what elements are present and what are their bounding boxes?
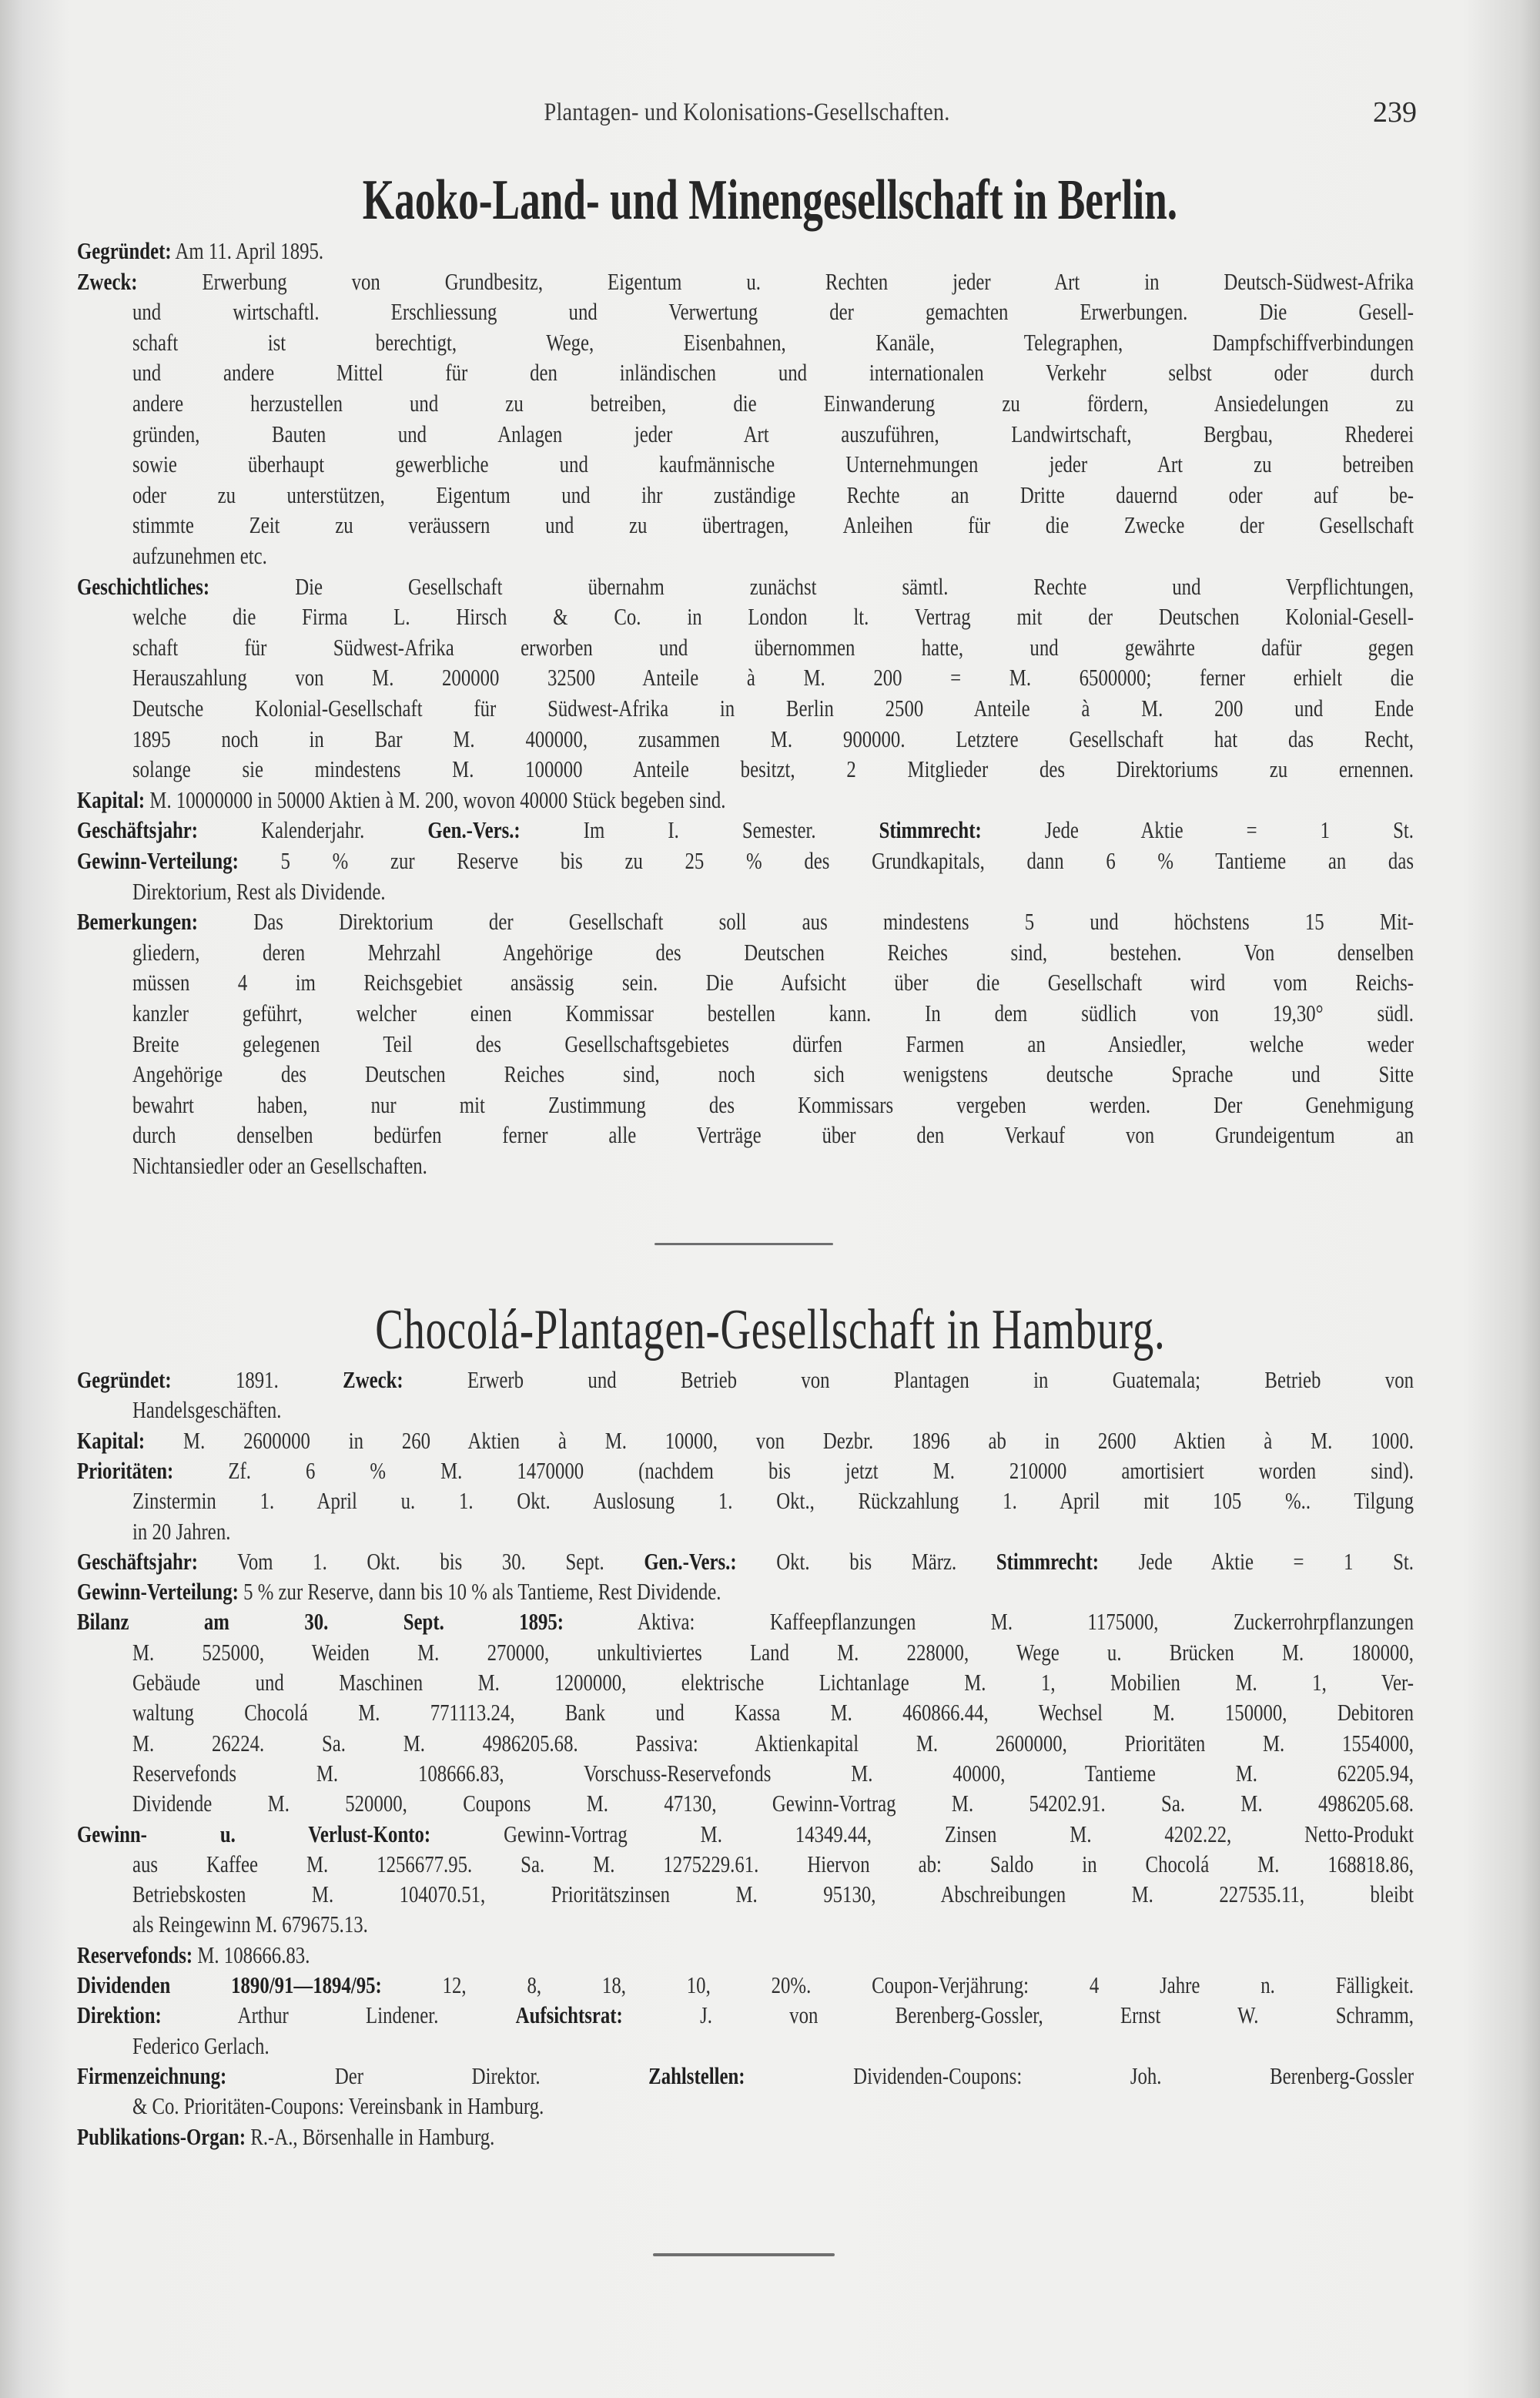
- field-value: aufzunehmen etc.: [132, 542, 267, 569]
- text-line: [132, 1909, 1414, 1940]
- field-value: Herauszahlung von M. 200000 32500 Anteile à M. 200 = M. 6500000; ferner erhielt die: [132, 664, 1414, 692]
- field-value: Dividende M. 520000, Coupons M. 47130, Gewinn-Vortrag M. 54202.91. Sa. M. 4986205.68.: [132, 1790, 1414, 1817]
- field-value: andere herzustellen und zu betreiben, die Einwanderung zu fördern, Ansiedelungen zu: [132, 390, 1414, 417]
- text-line: [77, 2061, 1414, 2092]
- field-value: Im I. Semester.: [520, 816, 879, 844]
- field-value: Die Gesellschaft übernahm zunächst sämtl. Rechte und Verpflichtungen,: [209, 572, 1414, 600]
- field-value: Am 11. April 1895.: [171, 237, 324, 264]
- text-line: [77, 266, 1414, 297]
- text-line: [132, 1485, 1414, 1516]
- text-line: [132, 1516, 1414, 1547]
- line-content: [132, 1516, 1157, 1547]
- field-value: durch denselben bedürfen ferner alle Verträge über den Verkauf von Grundeigentum an: [132, 1121, 1414, 1149]
- text-line: [77, 1365, 1414, 1395]
- field-label: Zweck:: [77, 267, 138, 295]
- line-content: [132, 480, 1414, 511]
- text-line: [132, 296, 1414, 327]
- field-label: Geschäftsjahr:: [77, 816, 199, 844]
- field-value: Zf. 6 % M. 1470000 (nachdem bis jetzt M. 210000 amortisiert worden sind).: [173, 1456, 1414, 1484]
- field-label: Publikations-Organ:: [77, 2122, 246, 2150]
- field-value: gliedern, deren Mehrzahl Angehörige des Deutschen Reiches sind, bestehen. Von denselben: [132, 938, 1414, 966]
- line-content: [77, 1970, 1414, 2001]
- field-value: M. 525000, Weiden M. 270000, unkultiviertes Land M. 228000, Wege u. Brücken M. 180000,: [132, 1638, 1414, 1666]
- field-value: Kalenderjahr.: [198, 816, 428, 844]
- field-label: Gewinn-Verteilung:: [77, 847, 239, 874]
- text-line: [132, 1637, 1414, 1668]
- text-line: [132, 1788, 1414, 1819]
- field-value: Das Direktorium der Gesellschaft soll aus mindestens 5 und höchstens 15 Mit-: [198, 908, 1414, 936]
- line-content: [77, 1546, 1414, 1577]
- line-content: [77, 1576, 1147, 1607]
- text-line: [132, 967, 1414, 998]
- line-content: [132, 1879, 1414, 1910]
- text-line: [132, 998, 1414, 1029]
- field-value: Okt. bis März.: [736, 1547, 996, 1575]
- text-line: [77, 1576, 1414, 1607]
- line-content: [132, 754, 1414, 785]
- line-content: [132, 601, 1414, 632]
- line-content: [132, 1788, 1414, 1819]
- field-value: gründen, Bauten und Anlagen jeder Art auszuführen, Landwirtschaft, Bergbau, Rhederei: [132, 420, 1414, 447]
- field-value: stimmte Zeit zu veräussern und zu übertragen, Anleihen für die Zwecke der Gesellschaft: [132, 511, 1414, 539]
- text-line: [132, 419, 1414, 450]
- line-content: [77, 571, 1414, 602]
- line-content: [132, 1667, 1414, 1698]
- field-value: Vom 1. Okt. bis 30. Sept.: [198, 1547, 644, 1575]
- line-content: [132, 1485, 1414, 1516]
- field-value: schaft ist berechtigt, Wege, Eisenbahnen, Kanäle, Telegraphen, Dampfschiffverbindungen: [132, 328, 1414, 356]
- field-value: Betriebskosten M. 104070.51, Prioritätszinsen M. 95130, Abschreibungen M. 227535.11, bleibt: [132, 1881, 1414, 1908]
- field-value: und andere Mittel für den inländischen und internationalen Verkehr selbst oder durch: [132, 359, 1414, 387]
- field-value: welche die Firma L. Hirsch & Co. in London lt. Vertrag mit der Deutschen Kolonial-Gesell-: [132, 603, 1414, 631]
- text-line: [132, 449, 1414, 480]
- field-label: Zweck:: [343, 1366, 403, 1393]
- line-content: [77, 2061, 1414, 2092]
- line-content: [132, 1697, 1414, 1728]
- text-line: [77, 785, 1414, 816]
- line-content: [132, 419, 1414, 450]
- field-value: Deutsche Kolonial-Gesellschaft für Südwest-Afrika in Berlin 2500 Anteile à M. 200 und Ende: [132, 695, 1414, 722]
- line-content: [132, 998, 1414, 1029]
- field-value: 5 % zur Reserve bis zu 25 % des Grundkapitals, dann 6 % Tantieme an das: [238, 847, 1414, 874]
- line-content: [77, 906, 1414, 937]
- section-separator: [654, 1243, 833, 1245]
- text-line: [132, 662, 1414, 693]
- field-value: als Reingewinn M. 679675.13.: [132, 1911, 368, 1938]
- text-line: [77, 1940, 1414, 1971]
- field-value: M. 26224. Sa. M. 4986205.68. Passiva: Aktienkapital M. 2600000, Prioritäten M. 1554000,: [132, 1729, 1414, 1757]
- field-value: Gebäude und Maschinen M. 1200000, elektrische Lichtanlage M. 1, Mobilien M. 1, Ver-: [132, 1669, 1414, 1696]
- line-content: [132, 296, 1414, 327]
- text-line: [132, 2031, 1414, 2061]
- field-value: Jede Aktie = 1 St.: [981, 816, 1414, 844]
- field-value: 1891.: [171, 1366, 343, 1393]
- field-label: Zahlstellen:: [648, 2061, 745, 2089]
- section-title-chocola: [77, 1298, 1463, 1363]
- field-label: Gen.-Vers.:: [644, 1547, 737, 1575]
- line-content: [77, 1455, 1414, 1486]
- line-content: [132, 541, 1157, 571]
- field-value: schaft für Südwest-Afrika erworben und übernommen hatte, und gewährte dafür gegen: [132, 633, 1414, 661]
- text-line: [132, 1090, 1414, 1120]
- line-content: [132, 693, 1414, 724]
- line-content: [132, 1909, 1157, 1940]
- field-value: Arthur Lindener.: [161, 2001, 516, 2029]
- field-value: 5 % zur Reserve, dann bis 10 % als Tantieme, Rest Dividende.: [238, 1578, 721, 1606]
- line-content: [132, 1395, 1157, 1425]
- text-line: [132, 937, 1414, 968]
- text-line: [132, 1029, 1414, 1060]
- field-label: Geschäftsjahr:: [77, 1547, 199, 1575]
- field-value: Gewinn-Vortrag M. 14349.44, Zinsen M. 4202.22, Netto-Produkt: [430, 1820, 1414, 1847]
- text-line: [77, 571, 1414, 602]
- line-content: [77, 1606, 1414, 1637]
- text-line: [132, 327, 1414, 358]
- field-label: Geschichtliches:: [77, 572, 210, 600]
- line-content: [132, 1090, 1414, 1120]
- field-value: R.-A., Börsenhalle in Hamburg.: [246, 2122, 495, 2150]
- field-value: solange sie mindestens M. 100000 Anteile besitzt, 2 Mitglieder des Direktoriums zu ernennen.: [132, 755, 1414, 783]
- line-content: [132, 937, 1414, 968]
- line-content: [77, 815, 1414, 846]
- line-content: [77, 236, 1147, 266]
- field-value: J. von Berenberg-Gossler, Ernst W. Schramm,: [622, 2001, 1414, 2029]
- line-content: [132, 388, 1414, 419]
- field-label: Direktion:: [77, 2001, 162, 2029]
- line-content: [132, 1150, 1157, 1181]
- field-value: müssen 4 im Reichsgebiet ansässig sein. Die Aufsicht über die Gesellschaft wird vom Reichs-: [132, 969, 1414, 996]
- field-label: Gegründet:: [77, 1366, 172, 1393]
- field-value: sowie überhaupt gewerbliche und kaufmännische Unternehmungen jeder Art zu betreiben: [132, 450, 1414, 478]
- text-line: [132, 1150, 1414, 1181]
- text-line: [77, 1455, 1414, 1486]
- text-line: [132, 1697, 1414, 1728]
- field-label: Kapital:: [77, 785, 146, 813]
- field-value: Reservefonds M. 108666.83, Vorschuss-Reservefonds M. 40000, Tantieme M. 62205.94,: [132, 1759, 1414, 1787]
- field-label: Gegründet:: [77, 237, 172, 264]
- text-line: [132, 1395, 1414, 1425]
- text-line: [132, 388, 1414, 419]
- text-line: [132, 1059, 1414, 1090]
- field-value: M. 10000000 in 50000 Aktien à M. 200, wovon 40000 Stück begeben sind.: [145, 785, 726, 813]
- line-content: [77, 2122, 1147, 2152]
- text-line: [132, 541, 1414, 571]
- field-value: kanzler geführt, welcher einen Kommissar bestellen kann. In dem südlich von 19,30° südl.: [132, 1000, 1414, 1027]
- text-line: [132, 357, 1414, 388]
- field-value: Erwerb und Betrieb von Plantagen in Guatemala; Betrieb von: [403, 1366, 1414, 1393]
- text-line: [132, 876, 1414, 907]
- text-line: [132, 724, 1414, 755]
- text-line: [132, 1879, 1414, 1910]
- line-content: [77, 1425, 1414, 1456]
- field-label: Prioritäten:: [77, 1456, 174, 1484]
- line-content: [132, 1728, 1414, 1759]
- line-content: [132, 510, 1414, 541]
- line-content: [132, 1849, 1414, 1880]
- field-label: Dividenden 1890/91—1894/95:: [77, 1971, 382, 1998]
- text-line: [77, 1425, 1414, 1456]
- field-value: M. 2600000 in 260 Aktien à M. 10000, von Dezbr. 1896 ab in 2600 Aktien à M. 1000.: [145, 1426, 1414, 1454]
- line-content: [132, 449, 1414, 480]
- line-content: [132, 1120, 1414, 1150]
- field-value: 12, 8, 18, 10, 20%. Coupon-Verjährung: 4 Jahre n. Fälligkeit.: [381, 1971, 1414, 1998]
- field-label: Gewinn- u. Verlust-Konto:: [77, 1820, 431, 1847]
- section-title-text: Chocolá-Plantagen-Gesellschaft in Hamburg.: [374, 1298, 1166, 1361]
- line-content: [77, 785, 1147, 816]
- page-end-separator: [653, 2253, 835, 2256]
- text-line: [132, 1120, 1414, 1150]
- field-value: Angehörige des Deutschen Reiches sind, noch sich wenigstens deutsche Sprache und Sitte: [132, 1060, 1414, 1088]
- field-label: Reservefonds:: [77, 1941, 193, 1968]
- text-line: [77, 815, 1414, 846]
- text-line: [77, 1819, 1414, 1850]
- line-content: [132, 1758, 1414, 1789]
- page-number: 239: [1373, 96, 1417, 129]
- field-value: & Co. Prioritäten-Coupons: Vereinsbank in Hamburg.: [132, 2092, 544, 2120]
- text-line: [77, 236, 1414, 266]
- line-content: [132, 724, 1414, 755]
- field-label: Stimmrecht:: [879, 816, 982, 844]
- field-value: bewahrt haben, nur mit Zustimmung des Kommissars vergeben werden. Der Genehmigung: [132, 1090, 1414, 1118]
- section-title-text: Kaoko-Land- und Minengesellschaft in Berlin.: [362, 169, 1178, 232]
- line-content: [132, 2091, 1157, 2122]
- text-line: [132, 754, 1414, 785]
- field-value: waltung Chocolá M. 771113.24, Bank und Kassa M. 460866.44, Wechsel M. 150000, Debitoren: [132, 1699, 1414, 1726]
- field-value: in 20 Jahren.: [132, 1517, 231, 1545]
- field-label: Bilanz am 30. Sept. 1895:: [77, 1608, 564, 1636]
- text-line: [132, 601, 1414, 632]
- text-line: [132, 1728, 1414, 1759]
- line-content: [132, 1029, 1414, 1060]
- field-value: Federico Gerlach.: [132, 2031, 270, 2059]
- field-label: Bemerkungen:: [77, 908, 199, 936]
- line-content: [132, 2031, 1157, 2061]
- field-value: Erwerbung von Grundbesitz, Eigentum u. Rechten jeder Art in Deutsch-Südwest-Afrika: [137, 267, 1414, 295]
- field-value: Nichtansiedler oder an Gesellschaften.: [132, 1152, 427, 1179]
- field-value: Zinstermin 1. April u. 1. Okt. Auslosung 1. Okt., Rückzahlung 1. April mit 105 %.. Tilgung: [132, 1487, 1414, 1515]
- text-line: [132, 2091, 1414, 2122]
- line-content: [132, 1059, 1414, 1090]
- field-value: Jede Aktie = 1 St.: [1099, 1547, 1414, 1575]
- field-label: Aufsichtsrat:: [515, 2001, 623, 2029]
- text-line: [132, 693, 1414, 724]
- line-content: [132, 327, 1414, 358]
- field-label: Gen.-Vers.:: [427, 816, 521, 844]
- field-value: Aktiva: Kaffeepflanzungen M. 1175000, Zuckerrohrpflanzungen: [564, 1608, 1414, 1636]
- field-label: Stimmrecht:: [996, 1547, 1099, 1575]
- field-label: Firmenzeichnung:: [77, 2061, 227, 2089]
- text-line: [132, 510, 1414, 541]
- field-value: Handelsgeschäften.: [132, 1396, 282, 1424]
- text-line: [132, 480, 1414, 511]
- field-label: Kapital:: [77, 1426, 146, 1454]
- text-line: [77, 1546, 1414, 1577]
- field-value: Dividenden-Coupons: Joh. Berenberg-Gossler: [745, 2061, 1414, 2089]
- line-content: [132, 632, 1414, 663]
- line-content: [77, 266, 1414, 297]
- text-line: [77, 1970, 1414, 2001]
- section-title-kaoko: [77, 168, 1463, 233]
- text-line: [77, 846, 1414, 876]
- line-content: [132, 876, 1157, 907]
- field-value: M. 108666.83.: [192, 1941, 310, 1968]
- field-value: oder zu unterstützen, Eigentum und ihr zuständige Rechte an Dritte dauernd oder auf be-: [132, 481, 1414, 508]
- field-value: Direktorium, Rest als Dividende.: [132, 877, 386, 905]
- line-content: [132, 357, 1414, 388]
- line-content: [77, 1940, 1147, 1971]
- line-content: [132, 967, 1414, 998]
- text-line: [132, 1667, 1414, 1698]
- field-label: Gewinn-Verteilung:: [77, 1578, 239, 1606]
- text-line: [132, 1758, 1414, 1789]
- text-line: [77, 2000, 1414, 2031]
- text-line: [77, 906, 1414, 937]
- line-content: [77, 2000, 1414, 2031]
- field-value: 1895 noch in Bar M. 400000, zusammen M. 900000. Letztere Gesellschaft hat das Recht,: [132, 725, 1414, 752]
- line-content: [77, 846, 1414, 876]
- running-head: Plantagen- und Kolonisations-Gesellschaften.: [544, 99, 950, 126]
- line-content: [77, 1365, 1414, 1395]
- text-line: [132, 1849, 1414, 1880]
- line-content: [132, 1637, 1414, 1668]
- line-content: [132, 662, 1414, 693]
- text-line: [77, 2122, 1414, 2152]
- line-content: [77, 1819, 1414, 1850]
- text-line: [77, 1606, 1414, 1637]
- field-value: Breite gelegenen Teil des Gesellschaftsgebietes dürfen Farmen an Ansiedler, welche weder: [132, 1030, 1414, 1057]
- field-value: Der Direktor.: [226, 2061, 649, 2089]
- field-value: aus Kaffee M. 1256677.95. Sa. M. 1275229.61. Hiervon ab: Saldo in Chocolá M. 168818.86,: [132, 1850, 1414, 1877]
- text-line: [132, 632, 1414, 663]
- field-value: und wirtschaftl. Erschliessung und Verwertung der gemachten Erwerbungen. Die Gesell-: [132, 298, 1414, 326]
